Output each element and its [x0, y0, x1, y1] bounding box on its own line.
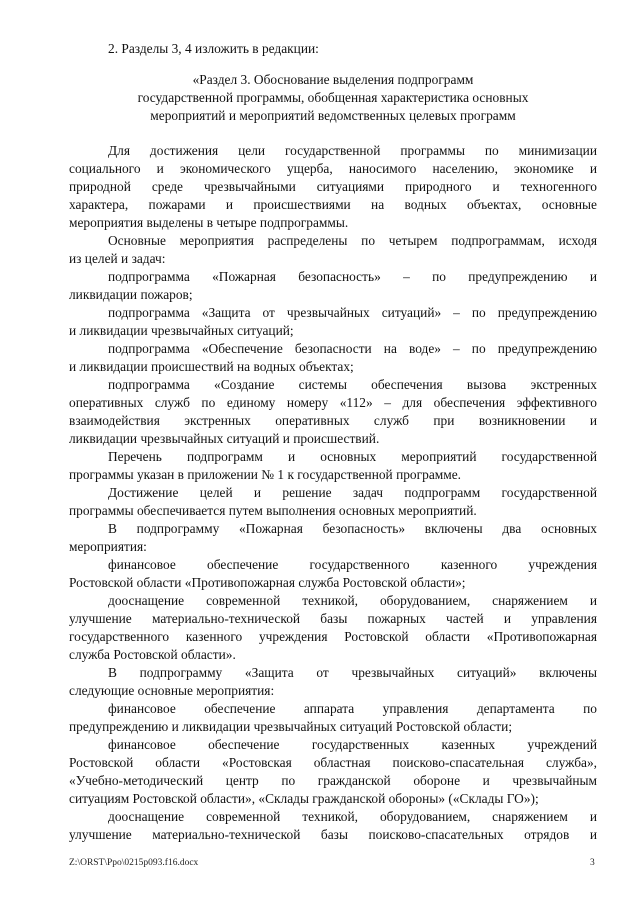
body-line: оперативных служб по единому номеру «112» – для обеспечения эффективного: [69, 395, 597, 410]
body-line: улучшение материально-технической базы поисково-спасательных отрядов и: [69, 827, 597, 842]
body-line: Для достижения цели государственной программы по минимизации: [108, 143, 597, 158]
body-line: Ростовской области «Ростовская областная поисково-спасательная служба»,: [69, 755, 597, 770]
page-number: 3: [590, 858, 595, 868]
body-line: характера, пожарами и происшествиями на водных объектах, основные: [69, 197, 597, 212]
body-line: программы указан в приложении № 1 к государственной программе.: [69, 467, 462, 482]
body-line: Ростовской области «Противопожарная служба Ростовской области»;: [69, 575, 466, 590]
body-line: финансовое обеспечение аппарата управления департамента по: [108, 701, 597, 716]
body-line: социального и экономического ущерба, наносимого населению, экономике и: [69, 161, 597, 176]
body-line: программы обеспечивается путем выполнения основных мероприятий.: [69, 503, 477, 518]
body-line: взаимодействия экстренных оперативных служб при возникновении и: [69, 413, 597, 428]
body-line: служба Ростовской области».: [69, 647, 236, 662]
body-line: Основные мероприятия распределены по четырем подпрограммам, исходя: [108, 233, 597, 248]
body-line: дооснащение современной техникой, оборудованием, снаряжением и: [108, 593, 597, 608]
section-title-line: государственной программы, обобщенная характеристика основных: [137, 90, 529, 105]
body-line: В подпрограмму «Защита от чрезвычайных ситуаций» включены: [108, 665, 597, 680]
body-line: мероприятия:: [69, 539, 147, 554]
body-line: финансовое обеспечение государственных казенных учреждений: [108, 737, 597, 752]
section-title-line: «Раздел 3. Обоснование выделения подпрограмм: [192, 72, 474, 87]
body-line: «Учебно-методический центр по гражданской обороне и чрезвычайным: [69, 773, 597, 788]
footer-file-path: Z:\ORST\Ppo\0215p093.f16.docx: [69, 858, 199, 868]
body-line: из целей и задач:: [69, 251, 166, 266]
intro-line: 2. Разделы 3, 4 изложить в редакции:: [108, 41, 319, 56]
section-title-line: мероприятий и мероприятий ведомственных целевых программ: [150, 108, 516, 123]
body-line: Достижение целей и решение задач подпрограмм государственной: [108, 485, 597, 500]
body-line: предупреждению и ликвидации чрезвычайных ситуаций Ростовской области;: [69, 719, 513, 734]
body-line: подпрограмма «Создание системы обеспечения вызова экстренных: [108, 377, 597, 392]
body-line: мероприятия выделены в четыре подпрограммы.: [69, 215, 349, 230]
body-line: Перечень подпрограмм и основных мероприятий государственной: [108, 449, 597, 464]
body-line: и ликвидации чрезвычайных ситуаций;: [69, 323, 294, 338]
body-line: природной среде чрезвычайными ситуациями природного и техногенного: [69, 179, 597, 194]
body-line: государственного казенного учреждения Ростовской области «Противопожарная: [69, 629, 597, 644]
body-line: ликвидации чрезвычайных ситуаций и происшествий.: [69, 431, 380, 446]
body-line: ликвидации пожаров;: [69, 287, 193, 302]
body-line: дооснащение современной техникой, оборудованием, снаряжением и: [108, 809, 597, 824]
body-line: В подпрограмму «Пожарная безопасность» включены два основных: [108, 521, 597, 536]
body-line: улучшение материально-технической базы пожарных частей и управления: [69, 611, 597, 626]
body-line: ситуациям Ростовской области», «Склады гражданской обороны» («Склады ГО»);: [69, 791, 539, 806]
body-line: подпрограмма «Защита от чрезвычайных ситуаций» – по предупреждению: [108, 305, 597, 320]
body-line: следующие основные мероприятия:: [69, 683, 275, 698]
body-line: подпрограмма «Обеспечение безопасности на воде» – по предупреждению: [108, 341, 597, 356]
body-line: и ликвидации происшествий на водных объектах;: [69, 359, 354, 374]
body-line: подпрограмма «Пожарная безопасность» – по предупреждению и: [108, 269, 597, 284]
body-line: финансовое обеспечение государственного казенного учреждения: [108, 557, 597, 572]
